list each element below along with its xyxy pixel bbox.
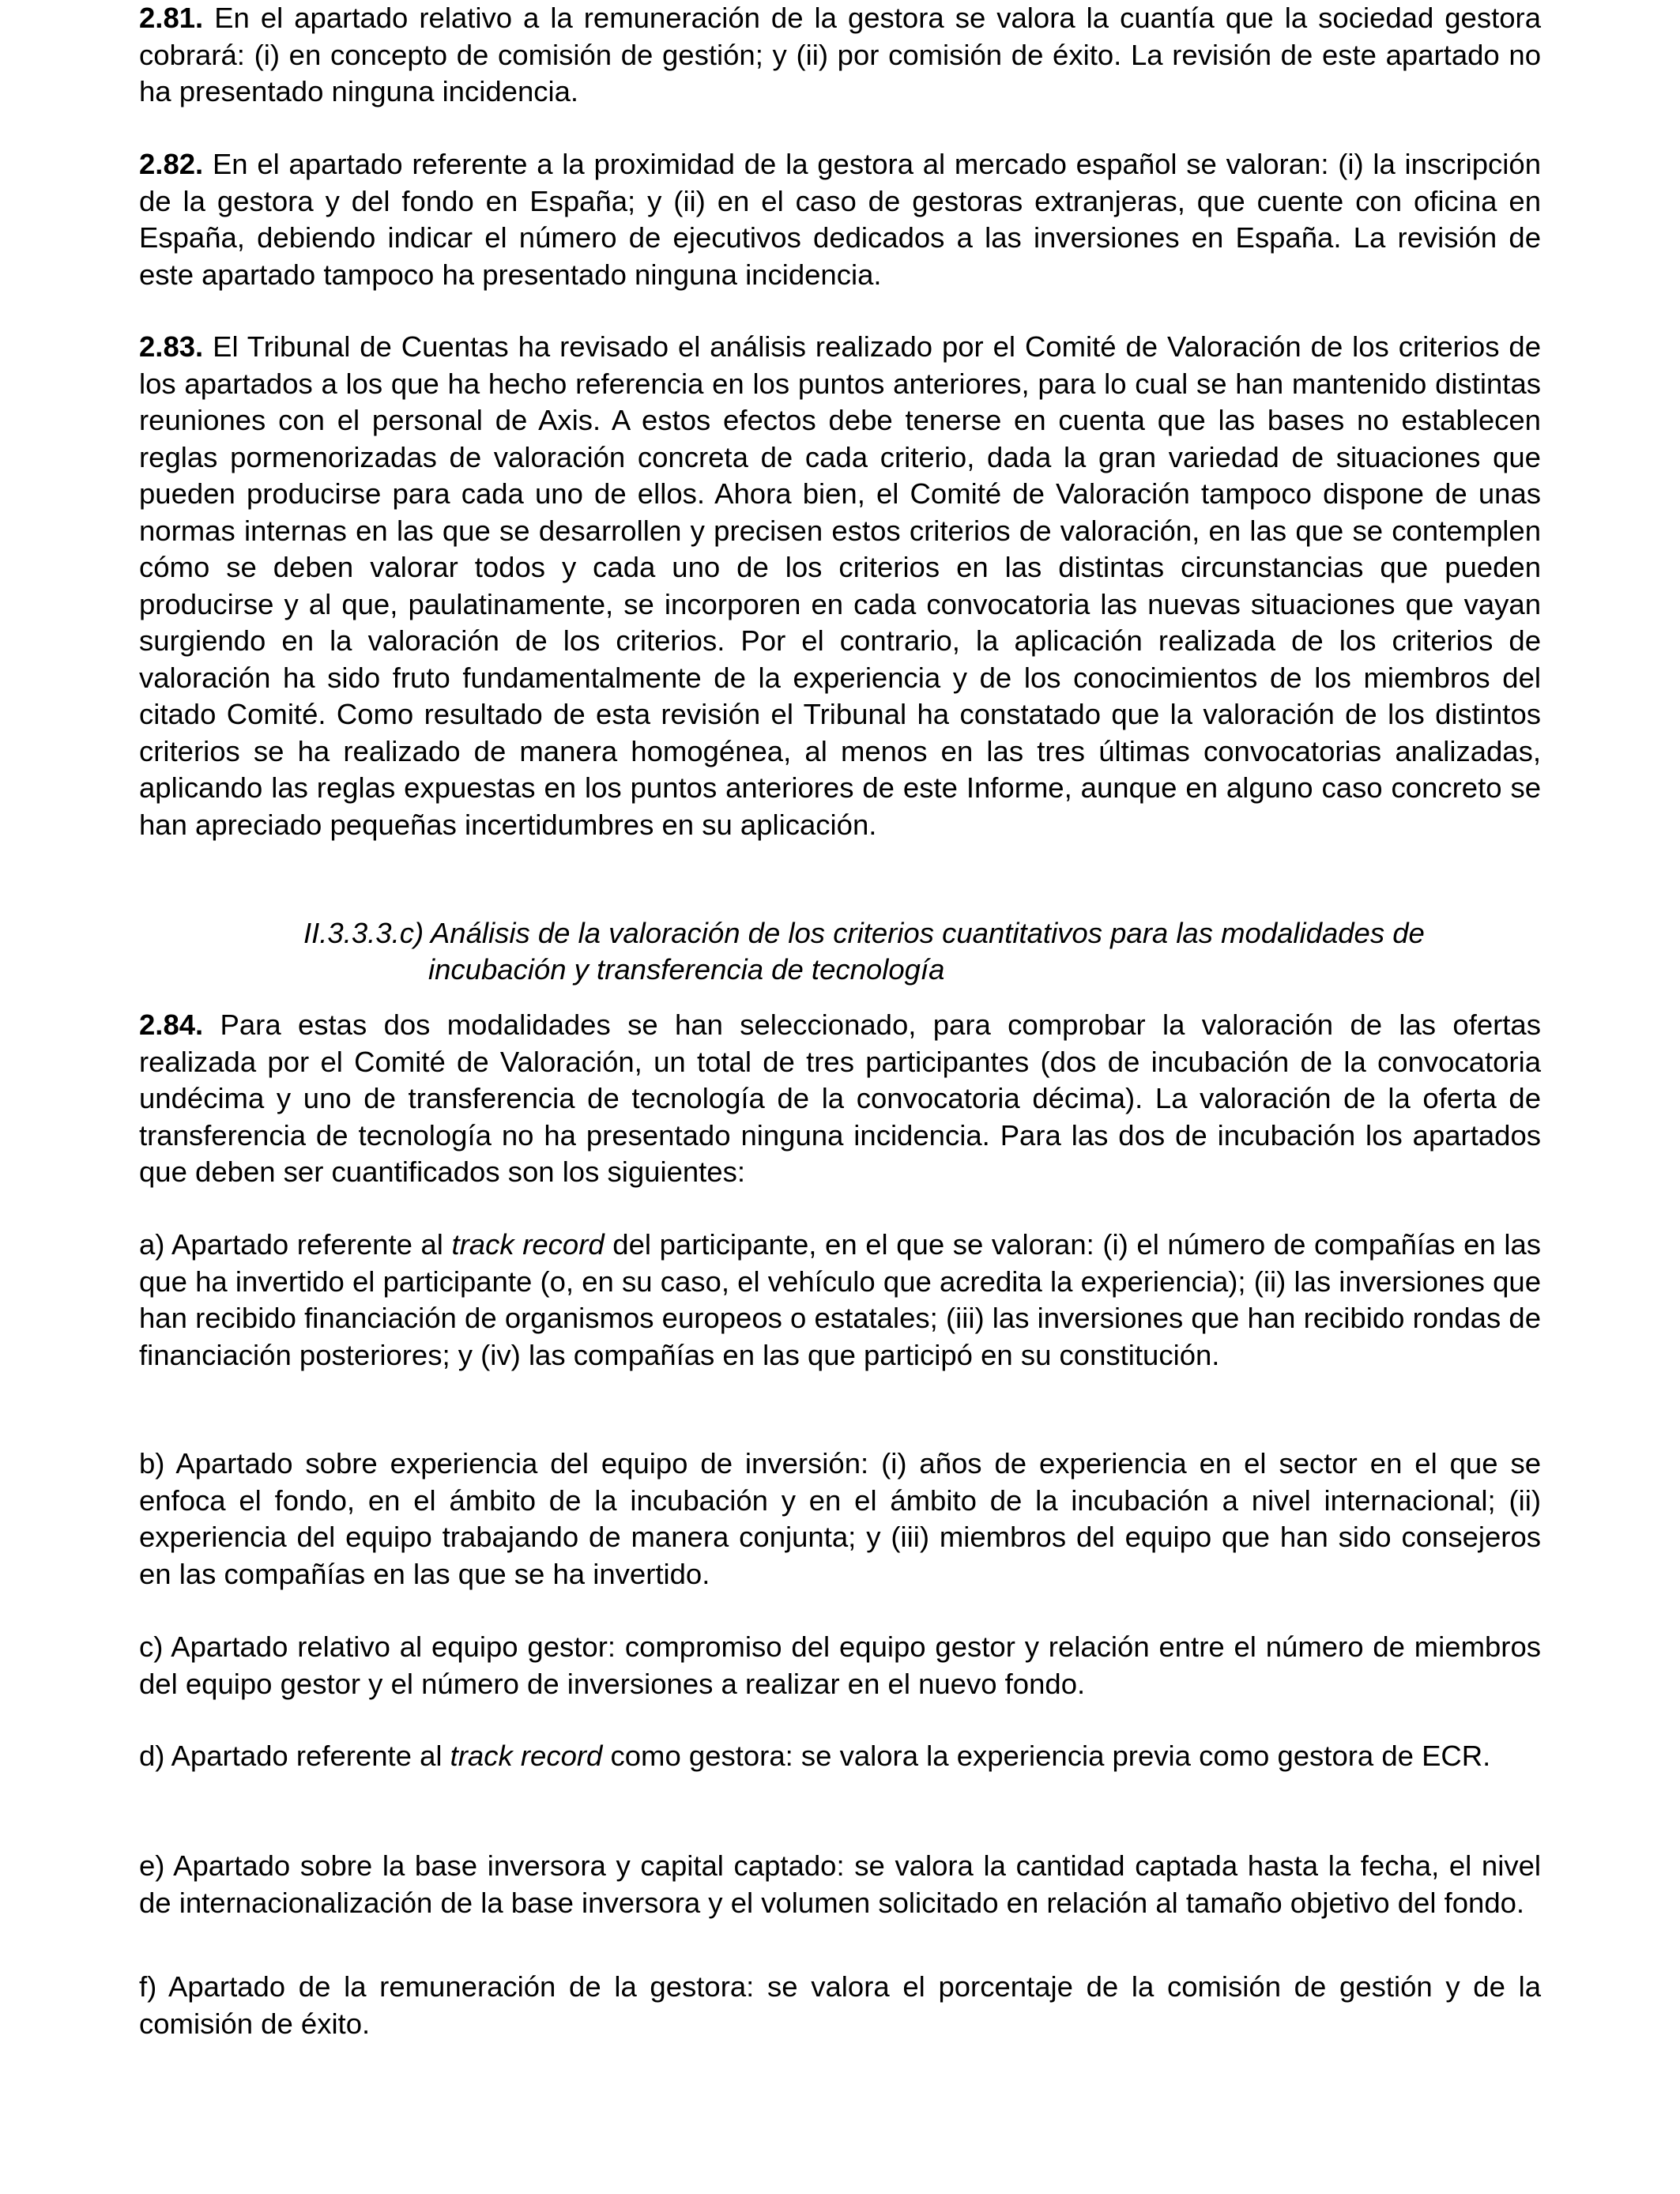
- list-item-a: [139, 1227, 1541, 1374]
- paragraph-text: El Tribunal de Cuentas ha revisado el análisis realizado por el Comité de Valoración de los criterios de los apartados a los que ha hecho referencia en los puntos anteriores, para lo cual se han mantenido distintas reuniones con el personal de Axis. A estos efectos debe tenerse en cuenta que las bases no establecen reglas pormenorizadas de valoración concreta de cada criterio, dada la gran variedad de situaciones que pueden producirse para cada uno de ellos. Ahora bien, el Comité de Valoración tampoco dispone de unas normas internas en las que se desarrollen y precisen estos criterios de valoración, en las que se contemplen cómo se deben valorar todos y cada uno de los criterios en las distintas circunstancias que pueden producirse y al que, paulatinamente, se incorporen en cada convocatoria las nuevas situaciones que vayan surgiendo en la valoración de los criterios. Por el contrario, la aplicación realizada de los criterios de valoración ha sido fruto fundamentalmente de la experiencia y de los conocimientos de los miembros del citado Comité. Como resultado de esta revisión el Tribunal ha constatado que la valoración de los distintos criterios se ha realizado de manera homogénea, al menos en las tres últimas convocatorias analizadas, aplicando las reglas expuestas en los puntos anteriores de este Informe, aunque en alguno caso concreto se han apreciado pequeñas incertidumbres en su aplicación.: [139, 330, 1541, 841]
- paragraph-2-81: [139, 0, 1541, 111]
- list-item-e: [139, 1848, 1541, 1921]
- list-item-emphasis: track record: [450, 1740, 603, 1772]
- list-item-c: [139, 1629, 1541, 1702]
- paragraph-2-83: [139, 329, 1541, 843]
- list-item-text: d) Apartado referente al: [139, 1740, 450, 1772]
- paragraph-2-82: [139, 146, 1541, 293]
- section-heading-line-1: II.3.3.3.c) Análisis de la valoración de los criterios cuantitativos para las modalidades de: [303, 917, 1425, 949]
- paragraph-number: 2.84.: [139, 1008, 204, 1041]
- list-item-text: como gestora: se valora la experiencia previa como gestora de ECR.: [602, 1740, 1491, 1772]
- list-item-text: b) Apartado sobre experiencia del equipo de inversión: (i) años de experiencia en el sector en el que se enfoca el fondo, en el ámbito de la incubación y en el ámbito de la incubación a nivel internacional; (ii) experiencia del equipo trabajando de manera conjunta; y (iii) miembros del equipo que han sido consejeros en las compañías en las que se ha invertido.: [139, 1447, 1541, 1590]
- paragraph-text: Para estas dos modalidades se han seleccionado, para comprobar la valoración de las ofertas realizada por el Comité de Valoración, un total de tres participantes (dos de incubación de la convocatoria undécima y uno de transferencia de tecnología de la convocatoria décima). La valoración de la oferta de transferencia de tecnología no ha presentado ninguna incidencia. Para las dos de incubación los apartados que deben ser cuantificados son los siguientes:: [139, 1008, 1541, 1188]
- paragraph-text: En el apartado relativo a la remuneración de la gestora se valora la cuantía que la sociedad gestora cobrará: (i) en concepto de comisión de gestión; y (ii) por comisión de éxito. La revisión de este apartado no ha presentado ninguna incidencia.: [139, 2, 1541, 107]
- paragraph-2-84: [139, 1007, 1541, 1191]
- section-heading-line-2: incubación y transferencia de tecnología: [428, 953, 945, 986]
- list-item-emphasis: track record: [451, 1228, 605, 1261]
- list-item-text: e) Apartado sobre la base inversora y capital captado: se valora la cantidad captada hasta la fecha, el nivel de internacionalización de la base inversora y el volumen solicitado en relación al tamaño objetivo del fondo.: [139, 1849, 1541, 1919]
- paragraph-number: 2.83.: [139, 330, 204, 363]
- list-item-f: [139, 1969, 1541, 2042]
- list-item-text: f) Apartado de la remuneración de la gestora: se valora el porcentaje de la comisión de gestión y de la comisión de éxito.: [139, 1970, 1541, 2040]
- list-item-text: del participante, en el que se valoran: (i) el número de compañías en las que ha invertido el participante (o, en su caso, el vehículo que acredita la experiencia); (ii) las inversiones que han recibido financiación de organismos europeos o estatales; (iii) las inversiones que han recibido rondas de financiación posteriores; y (iv) las compañías en las que participó en su constitución.: [139, 1228, 1541, 1371]
- paragraph-number: 2.82.: [139, 148, 204, 180]
- list-item-text: c) Apartado relativo al equipo gestor: compromiso del equipo gestor y relación entre el número de miembros del equipo gestor y el número de inversiones a realizar en el nuevo fondo.: [139, 1630, 1541, 1700]
- list-item-text: a) Apartado referente al: [139, 1228, 452, 1261]
- section-heading: [303, 915, 1541, 988]
- list-item-b: [139, 1446, 1541, 1593]
- paragraph-text: En el apartado referente a la proximidad de la gestora al mercado español se valoran: (i) la inscripción de la gestora y del fondo en España; y (ii) en el caso de gestoras extranjeras, que cuente con oficina en España, debiendo indicar el número de ejecutivos dedicados a las inversiones en España. La revisión de este apartado tampoco ha presentado ninguna incidencia.: [139, 148, 1541, 291]
- paragraph-number: 2.81.: [139, 2, 204, 34]
- list-item-d: [139, 1738, 1541, 1775]
